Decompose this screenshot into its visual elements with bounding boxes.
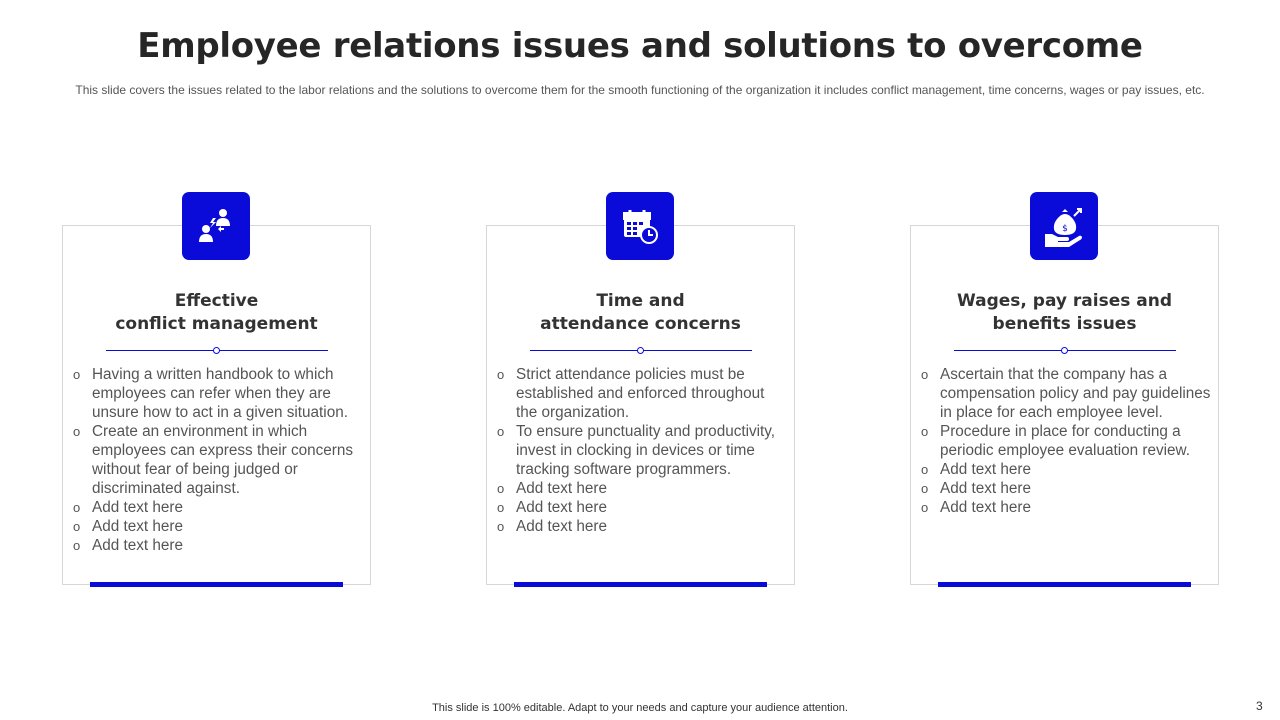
bullet-list — [921, 365, 1211, 517]
bullet-marker: o — [921, 462, 929, 477]
list-item: o Add text here — [497, 499, 607, 516]
list-item: o Having a written handbook to which employees can refer when they are unsure how to act in a given situation. — [73, 366, 348, 421]
divider-dot — [637, 347, 644, 354]
issue-card-conflict-management — [62, 225, 371, 585]
list-item: o Add text here — [73, 518, 183, 535]
bullet-marker: o — [921, 367, 929, 382]
divider-dot — [1061, 347, 1068, 354]
bullet-marker: o — [497, 424, 505, 439]
list-item: o Add text here — [497, 518, 607, 535]
bullet-marker: o — [73, 519, 81, 534]
bullet-marker: o — [921, 500, 929, 515]
bullet-list — [73, 365, 363, 555]
conflict-people-icon — [182, 192, 250, 260]
card-title: Effective conflict management — [115, 291, 318, 334]
bullet-marker: o — [73, 500, 81, 515]
card-bottom-bar — [90, 582, 343, 587]
card-title: Time and attendance concerns — [540, 291, 741, 334]
card-title: Wages, pay raises and benefits issues — [956, 291, 1173, 334]
card-bottom-bar — [938, 582, 1191, 587]
page-number: 3 — [1256, 699, 1263, 713]
bullet-marker: o — [497, 519, 505, 534]
divider-dot — [213, 347, 220, 354]
bullet-marker: o — [497, 500, 505, 515]
list-item: o Ascertain that the company has a compensation policy and pay guidelines in place for each employee level. — [921, 366, 1211, 421]
issue-card-time-attendance — [486, 225, 795, 585]
list-item: o Add text here — [73, 537, 183, 554]
list-item: o Add text here — [73, 499, 183, 516]
bullet-marker: o — [921, 424, 929, 439]
money-bag-hand-icon — [1030, 192, 1098, 260]
bullet-marker: o — [73, 367, 81, 382]
list-item: o Create an environment in which employees can express their concerns without fear of being judged or discriminated against. — [73, 423, 354, 497]
bullet-marker: o — [497, 367, 505, 382]
list-item: o Procedure in place for conducting a periodic employee evaluation review. — [921, 423, 1190, 459]
list-item: o Add text here — [921, 480, 1031, 497]
slide-title: Employee relations issues and solutions to overcome — [137, 26, 1143, 66]
bullet-marker: o — [497, 481, 505, 496]
bullet-marker: o — [73, 538, 81, 553]
slide-subtitle: This slide covers the issues related to the labor relations and the solutions to overcome them for the smooth functioning of the organization it includes conflict management, time concerns, wages or pay issues, etc. — [75, 83, 1205, 97]
slide-footer: This slide is 100% editable. Adapt to your needs and capture your audience attention. — [432, 702, 848, 714]
bullet-list — [497, 365, 787, 536]
bullet-marker: o — [73, 424, 81, 439]
calendar-clock-icon — [606, 192, 674, 260]
list-item: o Add text here — [921, 499, 1031, 516]
list-item: o Add text here — [497, 480, 607, 497]
issue-card-wages-benefits — [910, 225, 1219, 585]
list-item: o To ensure punctuality and productivity, invest in clocking in devices or time tracking software programmers. — [497, 423, 776, 478]
bullet-marker: o — [921, 481, 929, 496]
svg-text:$: $ — [1062, 224, 1068, 234]
card-bottom-bar — [514, 582, 767, 587]
list-item: o Strict attendance policies must be established and enforced throughout the organization. — [497, 366, 765, 421]
list-item: o Add text here — [921, 461, 1031, 478]
